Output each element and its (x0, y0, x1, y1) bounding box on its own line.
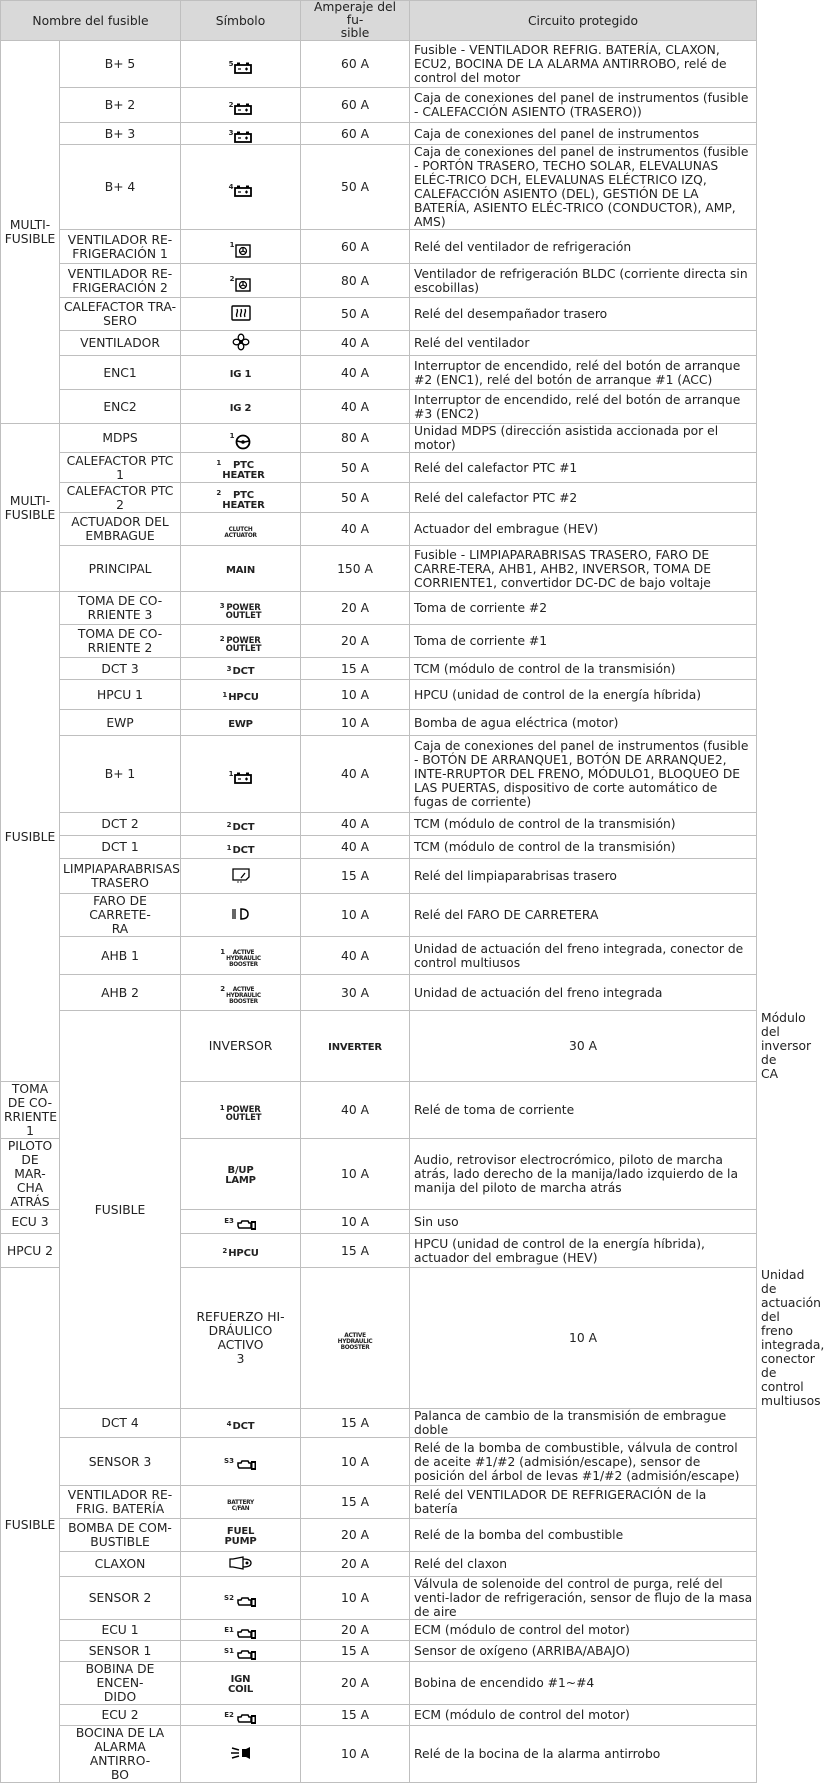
engine-icon (235, 1596, 257, 1608)
table-row (1, 658, 757, 680)
protected-circuit: Relé del claxon (410, 1552, 757, 1577)
table-row (1, 1705, 757, 1726)
table-row (1, 1726, 757, 1783)
high-beam-icon (231, 908, 251, 920)
protected-circuit: Unidad MDPS (dirección asistida accionada por el motor) (410, 424, 757, 453)
fuse-symbol (181, 736, 301, 813)
fuse-symbol (181, 331, 301, 356)
battery-icon (234, 772, 252, 784)
fuse-symbol (181, 424, 301, 453)
protected-circuit: HPCU (unidad de control de la energía híbrida), actuador del embrague (HEV) (410, 1234, 757, 1268)
fuse-symbol (181, 894, 301, 937)
fuse-symbol (181, 88, 301, 123)
fuse-amperage: 10 A (301, 1726, 410, 1783)
table-header-row (1, 1, 757, 41)
symbol-superscript: E1 (224, 1625, 234, 1634)
fuse-name: B+ 2 (60, 88, 181, 123)
fuse-symbol (181, 592, 301, 625)
table-row (1, 331, 757, 356)
protected-circuit: Interruptor de encendido, relé del botón de arranque #2 (ENC1), relé del botón de arranque #1 (ACC) (410, 356, 757, 390)
fuse-name: ENC1 (60, 356, 181, 390)
fuse-amperage: 40 A (301, 356, 410, 390)
fuse-name: DCT 1 (60, 836, 181, 859)
fuse-name: LIMPIAPARABRISAS TRASERO (60, 859, 181, 894)
horn-icon (229, 1556, 253, 1570)
fuse-amperage: 10 A (301, 680, 410, 710)
fuse-symbol (181, 230, 301, 264)
fuse-amperage: 10 A (301, 1577, 410, 1620)
protected-circuit: Unidad de actuación del freno integrada, conector de control multiusos (410, 937, 757, 975)
table-row (1, 546, 757, 592)
symbol-superscript: 2 (220, 985, 226, 993)
alarm-horn-icon (230, 1746, 252, 1760)
fuse-amperage: 10 A (301, 1210, 410, 1234)
table-row (1, 680, 757, 710)
table-row (1, 230, 757, 264)
protected-circuit: Relé del VENTILADOR DE REFRIGERACIÓN de la batería (410, 1486, 757, 1519)
fuse-amperage: 80 A (301, 424, 410, 453)
fuse-name: VENTILADOR RE- FRIG. BATERÍA (60, 1486, 181, 1519)
table-row (1, 41, 757, 88)
symbol-text: EWP (228, 718, 253, 730)
protected-circuit: Relé del calefactor PTC #1 (410, 453, 757, 483)
symbol-text: ACTIVE HYDRAULIC BOOSTER (226, 950, 261, 968)
fuse-group-label: MULTI- FUSIBLE (1, 424, 60, 592)
header-symbol: Símbolo (181, 1, 301, 41)
fuse-name: PILOTO DE MAR- CHA ATRÁS (1, 1139, 60, 1210)
fuse-symbol (181, 513, 301, 546)
protected-circuit: TCM (módulo de control de la transmisión) (410, 813, 757, 836)
protected-circuit: Relé de la bocina de la alarma antirrobo (410, 1726, 757, 1783)
fuse-name: ECU 1 (60, 1620, 181, 1641)
fuse-name: CALEFACTOR TRA- SERO (60, 298, 181, 331)
fuse-name: B+ 5 (60, 41, 181, 88)
symbol-superscript: 3 (226, 665, 232, 673)
fuse-name: SENSOR 2 (60, 1577, 181, 1620)
table-row (1, 975, 757, 1011)
fuse-symbol (181, 1139, 301, 1210)
fuse-amperage: 15 A (301, 1409, 410, 1438)
fuse-amperage: 20 A (301, 625, 410, 658)
fuse-symbol (301, 1011, 410, 1082)
fuse-amperage: 15 A (301, 1234, 410, 1268)
symbol-superscript: 1 (229, 431, 235, 440)
table-row (1, 88, 757, 123)
fuse-symbol (181, 41, 301, 88)
symbol-superscript: E3 (224, 1217, 234, 1225)
fuse-symbol (181, 483, 301, 513)
fuse-amperage: 20 A (301, 1620, 410, 1641)
fuse-symbol (181, 859, 301, 894)
fuse-amperage: 20 A (301, 1552, 410, 1577)
engine-icon (235, 1628, 257, 1640)
fuse-amperage: 30 A (410, 1011, 757, 1082)
fuse-name: MDPS (60, 424, 181, 453)
fuse-symbol (181, 836, 301, 859)
table-row (1, 513, 757, 546)
fuse-group-label: MULTI- FUSIBLE (1, 41, 60, 424)
fuse-group-label: FUSIBLE (60, 1011, 181, 1409)
fuse-name: DCT 2 (60, 813, 181, 836)
fuse-amperage: 40 A (301, 1082, 410, 1139)
protected-circuit: Unidad de actuación del freno integrada (410, 975, 757, 1011)
symbol-superscript: 2 (222, 1247, 228, 1255)
fuse-symbol (181, 975, 301, 1011)
protected-circuit: TCM (módulo de control de la transmisión) (410, 658, 757, 680)
table-row (1, 1519, 757, 1552)
protected-circuit: Caja de conexiones del panel de instrumentos (fusible - CALEFACCIÓN ASIENTO (TRASERO)) (410, 88, 757, 123)
fuse-group-label: FUSIBLE (1, 1268, 60, 1783)
table-row (1, 1486, 757, 1519)
symbol-superscript: 2 (216, 489, 222, 497)
fuse-amperage: 15 A (301, 859, 410, 894)
fuse-amperage: 50 A (301, 145, 410, 230)
symbol-text: ACTIVE HYDRAULIC BOOSTER (337, 1332, 373, 1351)
fuse-name: DCT 4 (60, 1409, 181, 1438)
fuse-symbol (181, 710, 301, 736)
fuse-name: SENSOR 1 (60, 1641, 181, 1662)
symbol-text: FUEL PUMP (224, 1526, 257, 1547)
protected-circuit: ECM (módulo de control del motor) (410, 1620, 757, 1641)
steering-icon (235, 434, 251, 450)
fuse-symbol (181, 937, 301, 975)
fuse-name: AHB 2 (60, 975, 181, 1011)
fuse-amperage: 60 A (301, 88, 410, 123)
table-row (1, 453, 757, 483)
symbol-text: POWER OUTLET (225, 635, 262, 654)
fuse-name: TOMA DE CO- RRIENTE 3 (60, 592, 181, 625)
fuse-name: BOBINA DE ENCEN- DIDO (60, 1662, 181, 1705)
symbol-superscript: S1 (224, 1646, 234, 1655)
fuse-symbol (181, 123, 301, 145)
symbol-superscript: 1 (216, 459, 222, 467)
table-row (1, 123, 757, 145)
fuse-name: BOMBA DE COM- BUSTIBLE (60, 1519, 181, 1552)
protected-circuit: TCM (módulo de control de la transmisión) (410, 836, 757, 859)
fuse-symbol (181, 1486, 301, 1519)
fuse-symbol (181, 453, 301, 483)
fuse-symbol (181, 1577, 301, 1620)
fuse-symbol (181, 264, 301, 298)
symbol-text: PTC HEATER (222, 490, 265, 511)
protected-circuit: Toma de corriente #2 (410, 592, 757, 625)
protected-circuit: Bomba de agua eléctrica (motor) (410, 710, 757, 736)
fan-icon (232, 333, 250, 351)
symbol-superscript: 1 (228, 769, 234, 778)
fuse-amperage: 150 A (301, 546, 410, 592)
fuse-symbol (181, 1519, 301, 1552)
fuse-symbol (181, 680, 301, 710)
fuse-amperage: 40 A (301, 813, 410, 836)
symbol-superscript: S3 (224, 1457, 234, 1465)
fuse-name: ECU 3 (1, 1210, 60, 1234)
protected-circuit: Relé del desempañador trasero (410, 298, 757, 331)
protected-circuit: Relé de toma de corriente (410, 1082, 757, 1139)
fuse-name: CALEFACTOR PTC 2 (60, 483, 181, 513)
fuse-amperage: 20 A (301, 1519, 410, 1552)
symbol-superscript: S2 (224, 1593, 234, 1602)
protected-circuit: ECM (módulo de control del motor) (410, 1705, 757, 1726)
fuse-name: DCT 3 (60, 658, 181, 680)
symbol-superscript: 1 (219, 1103, 225, 1112)
fuse-name: REFUERZO HI- DRÁULICO ACTIVO 3 (181, 1268, 301, 1409)
fuse-symbol (181, 1641, 301, 1662)
protected-circuit: Relé del ventilador (410, 331, 757, 356)
fuse-amperage: 40 A (301, 937, 410, 975)
fuse-symbol (181, 1234, 301, 1268)
symbol-text: IG 1 (229, 368, 252, 380)
fuse-name: CALEFACTOR PTC 1 (60, 453, 181, 483)
fuse-amperage: 40 A (301, 836, 410, 859)
symbol-text: BATTERY C/FAN (227, 1499, 254, 1512)
symbol-text: DCT (232, 666, 255, 677)
symbol-superscript: E2 (224, 1710, 234, 1719)
engine-icon (235, 1649, 257, 1661)
fuse-symbol (181, 298, 301, 331)
protected-circuit: Audio, retrovisor electrocrómico, piloto de marcha atrás, lado derecho de la manija/lado izquierdo de la manija del piloto de marcha atrás (410, 1139, 757, 1210)
header-amperage: Amperaje del fu- sible (301, 1, 410, 41)
table-row (1, 298, 757, 331)
table-row (1, 264, 757, 298)
table-row (1, 145, 757, 230)
table-row (1, 1620, 757, 1641)
symbol-superscript: 3 (228, 129, 234, 137)
fuse-name: HPCU 1 (60, 680, 181, 710)
fuse-amperage: 40 A (301, 736, 410, 813)
fuse-amperage: 15 A (301, 1641, 410, 1662)
protected-circuit: Caja de conexiones del panel de instrumentos (410, 123, 757, 145)
fuse-amperage: 10 A (301, 710, 410, 736)
fuse-symbol (181, 546, 301, 592)
fuse-name: BOCINA DE LA ALARMA ANTIRRO- BO (60, 1726, 181, 1783)
fuse-amperage: 10 A (301, 894, 410, 937)
protected-circuit: HPCU (unidad de control de la energía híbrida) (410, 680, 757, 710)
table-row (1, 1409, 757, 1438)
protected-circuit: Interruptor de encendido, relé del botón de arranque #3 (ENC2) (410, 390, 757, 424)
table-row (1, 483, 757, 513)
fuse-amperage: 15 A (301, 658, 410, 680)
battery-icon (234, 62, 252, 74)
table-row (1, 424, 757, 453)
symbol-superscript: 2 (226, 820, 232, 829)
symbol-text: IGN COIL (227, 1674, 254, 1695)
fuse-symbol (181, 1438, 301, 1486)
fuse-symbol (181, 1409, 301, 1438)
fuse-amperage: 15 A (301, 1486, 410, 1519)
table-row (1, 592, 757, 625)
fuse-amperage: 60 A (301, 41, 410, 88)
protected-circuit: Válvula de solenoide del control de purga, relé del venti-lador de refrigeración, sensor de flujo de la masa de aire (410, 1577, 757, 1620)
protected-circuit: Caja de conexiones del panel de instrumentos (fusible - PORTÓN TRASERO, TECHO SOLAR, ELEVALUNAS ELÉC-TRICO DCH, ELEVALUNAS ELÉCTRICO IZQ, CALEFACCIÓN ASIENTO (DEL), GESTIÓN DE LA BATERÍA, ASIENTO ELÉC-TRICO (CONDUCTOR), AMP, AMS) (410, 145, 757, 230)
fuse-amperage: 10 A (410, 1268, 757, 1409)
engine-icon (235, 1459, 257, 1471)
table-row (1, 836, 757, 859)
table-row: FUSIBLE INVERSOR INVERTER 30 A Módulo del inversor de CA (1, 1011, 757, 1082)
symbol-text: MAIN (226, 564, 255, 576)
fuse-name: VENTILADOR (60, 331, 181, 356)
symbol-text: DCT (232, 844, 255, 856)
symbol-superscript: 3 (219, 601, 225, 610)
symbol-text: DCT (232, 821, 255, 833)
fuse-amperage: 10 A (301, 1139, 410, 1210)
fuse-name: ECU 2 (60, 1705, 181, 1726)
fuse-amperage: 60 A (301, 230, 410, 264)
fuse-name: SENSOR 3 (60, 1438, 181, 1486)
symbol-text: POWER OUTLET (225, 602, 262, 621)
protected-circuit: Relé del limpiaparabrisas trasero (410, 859, 757, 894)
engine-icon (235, 1713, 257, 1725)
fuse-symbol (181, 1620, 301, 1641)
table-row (1, 813, 757, 836)
fuse-name: VENTILADOR RE- FRIGERACIÓN 2 (60, 264, 181, 298)
header-fuse-name: Nombre del fusible (1, 1, 181, 41)
fuse-amperage: 15 A (301, 1705, 410, 1726)
fuse-symbol (181, 1726, 301, 1783)
fuse-symbol (181, 1210, 301, 1234)
symbol-superscript: 4 (228, 182, 234, 191)
protected-circuit: Relé de la bomba de combustible, válvula de control de aceite #1/#2 (admisión/escape), sensor de posición del árbol de levas #1/#2 (admisión/escape) (410, 1438, 757, 1486)
protected-circuit: Caja de conexiones del panel de instrumentos (fusible - BOTÓN DE ARRANQUE1, BOTÓN DE ARRANQUE2, INTE-RRUPTOR DEL FRENO, MÓDULO1, BLOQUEO DE LAS PUERTAS, dispositivo de corte automático de fugas de corriente) (410, 736, 757, 813)
fuse-amperage: 60 A (301, 123, 410, 145)
fuse-name: HPCU 2 (1, 1234, 60, 1268)
symbol-text: B/UP LAMP (225, 1165, 256, 1186)
protected-circuit: Fusible - VENTILADOR REFRIG. BATERÍA, CLAXON, ECU2, BOCINA DE LA ALARMA ANTIRROBO, relé de control del motor (410, 41, 757, 88)
symbol-text: ACTIVE HYDRAULIC BOOSTER (226, 987, 261, 1005)
symbol-text: PTC HEATER (222, 460, 265, 481)
protected-circuit: Toma de corriente #1 (410, 625, 757, 658)
symbol-superscript: 1 (222, 691, 228, 699)
table-row (1, 1438, 757, 1486)
protected-circuit: Palanca de cambio de la transmisión de embrague doble (410, 1409, 757, 1438)
fuse-amperage: 30 A (301, 975, 410, 1011)
symbol-superscript: 1 (226, 843, 232, 852)
fuse-amperage: 40 A (301, 390, 410, 424)
fuse-name: TOMA DE CO- RRIENTE 1 (1, 1082, 60, 1139)
table-row (1, 625, 757, 658)
table-row (1, 859, 757, 894)
symbol-superscript: 4 (226, 1419, 232, 1428)
symbol-text: POWER OUTLET (225, 1104, 262, 1123)
fuse-name: B+ 3 (60, 123, 181, 145)
battery-icon (234, 185, 252, 197)
fuse-table-body (1, 41, 824, 1783)
battery-icon (234, 103, 252, 115)
fuse-symbol (181, 1705, 301, 1726)
table-row (1, 937, 757, 975)
protected-circuit: Bobina de encendido #1~#4 (410, 1662, 757, 1705)
fuse-amperage: 50 A (301, 453, 410, 483)
protected-circuit: Relé de la bomba del combustible (410, 1519, 757, 1552)
fuse-symbol (301, 1268, 410, 1409)
protected-circuit: Actuador del embrague (HEV) (410, 513, 757, 546)
fuse-amperage: 50 A (301, 298, 410, 331)
fuse-amperage: 20 A (301, 592, 410, 625)
protected-circuit: Relé del FARO DE CARRETERA (410, 894, 757, 937)
protected-circuit: Relé del calefactor PTC #2 (410, 483, 757, 513)
fuse-amperage: 10 A (301, 1438, 410, 1486)
fuse-symbol (181, 1662, 301, 1705)
protected-circuit: Sin uso (410, 1210, 757, 1234)
fuse-symbol (181, 813, 301, 836)
symbol-text: HPCU (228, 1248, 259, 1259)
protected-circuit: Relé del ventilador de refrigeración (410, 230, 757, 264)
symbol-superscript: 2 (228, 100, 234, 109)
fuse-name: B+ 1 (60, 736, 181, 813)
symbol-text: IG 2 (229, 402, 252, 414)
fuse-group-label: FUSIBLE (1, 592, 60, 1082)
table-row: FUSIBLE REFUERZO HI- DRÁULICO ACTIVO 3 ACTIVE HYDRAULIC BOOSTER 10 A Unidad de actuación del freno integrada, conector de control multiusos (1, 1268, 757, 1409)
engine-icon (235, 1219, 257, 1231)
fuse-amperage: 40 A (301, 331, 410, 356)
symbol-text: DCT (232, 1420, 255, 1432)
fuse-name: EWP (60, 710, 181, 736)
symbol-text: INVERTER (328, 1042, 382, 1053)
rear-defroster-icon (231, 305, 251, 321)
fuse-amperage: 40 A (301, 513, 410, 546)
fuse-symbol (181, 145, 301, 230)
symbol-superscript: 2 (229, 274, 235, 283)
symbol-text: CLUTCH ACTUATOR (224, 526, 257, 539)
fuse-symbol (181, 625, 301, 658)
table-row (1, 390, 757, 424)
fuse-name: CLAXON (60, 1552, 181, 1577)
symbol-superscript: 5 (228, 59, 234, 68)
symbol-superscript: 2 (219, 634, 225, 643)
fuse-name: INVERSOR (181, 1011, 301, 1082)
fuse-name: TOMA DE CO- RRIENTE 2 (60, 625, 181, 658)
table-row (1, 356, 757, 390)
cooling-fan-relay-icon (235, 277, 251, 292)
fuse-amperage: 80 A (301, 264, 410, 298)
symbol-superscript: 1 (229, 240, 235, 249)
table-row (1, 710, 757, 736)
fuse-name: B+ 4 (60, 145, 181, 230)
symbol-superscript: 1 (220, 948, 226, 956)
battery-icon (234, 131, 252, 143)
table-row (1, 1641, 757, 1662)
protected-circuit: Sensor de oxígeno (ARRIBA/ABAJO) (410, 1641, 757, 1662)
protected-circuit: Fusible - LIMPIAPARABRISAS TRASERO, FARO DE CARRE-TERA, AHB1, AHB2, INVERSOR, TOMA DE CORRIENTE1, convertidor DC-DC de bajo voltaje (410, 546, 757, 592)
fuse-name: ACTUADOR DEL EMBRAGUE (60, 513, 181, 546)
fuse-amperage: 50 A (301, 483, 410, 513)
fuse-name: AHB 1 (60, 937, 181, 975)
fuse-symbol (181, 658, 301, 680)
fuse-name: FARO DE CARRETE- RA (60, 894, 181, 937)
fuse-amperage: 20 A (301, 1662, 410, 1705)
table-row (1, 894, 757, 937)
table-row (1, 1552, 757, 1577)
symbol-text: HPCU (228, 692, 259, 703)
fuse-symbol (181, 1552, 301, 1577)
fuse-symbol (181, 356, 301, 390)
table-row (1, 736, 757, 813)
fuse-name: PRINCIPAL (60, 546, 181, 592)
fuse-symbol (181, 390, 301, 424)
fuse-name: VENTILADOR RE- FRIGERACIÓN 1 (60, 230, 181, 264)
cooling-fan-relay-icon (235, 243, 251, 258)
table-row (1, 1662, 757, 1705)
rear-wiper-icon (231, 867, 251, 883)
protected-circuit: Ventilador de refrigeración BLDC (corriente directa sin escobillas) (410, 264, 757, 298)
table-row (1, 1577, 757, 1620)
fuse-name: ENC2 (60, 390, 181, 424)
header-circuit: Circuito protegido (410, 1, 757, 41)
fuse-symbol (181, 1082, 301, 1139)
